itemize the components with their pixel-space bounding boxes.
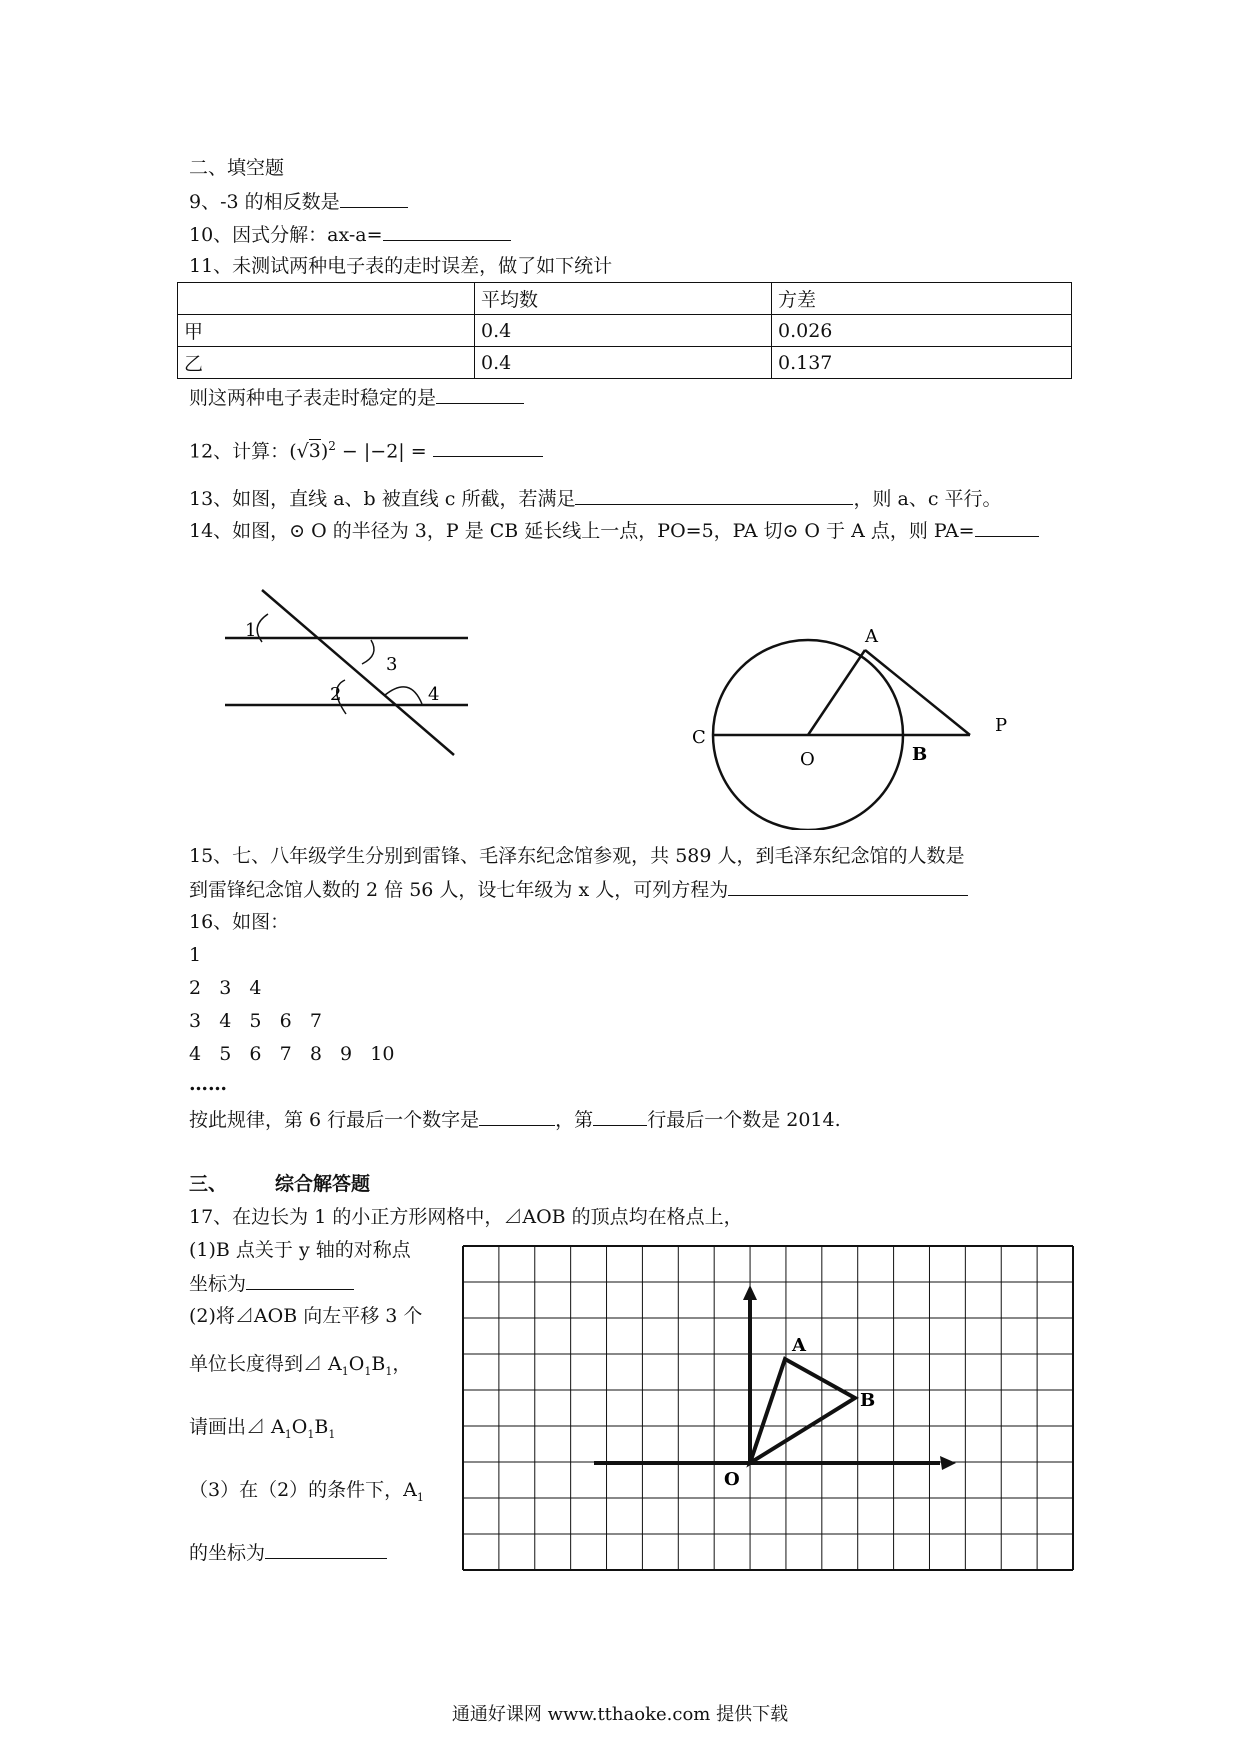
table-cell: 0.4 [475,347,772,379]
part-2b: 单位长度得到⊿ $A_1O_1B_1$， [189,1353,412,1378]
table-cell: 0.137 [772,347,1072,379]
angle-label-4: 4 [428,684,440,705]
question-16-tail: 按此规律，第 6 行最后一个数字是 ，第 行最后一个数是 2014. [189,1109,841,1131]
answer-blank[interactable] [383,222,511,241]
grid-label-o: O [724,1469,740,1490]
table-header-row [178,283,1072,315]
y-axis-arrow [743,1285,757,1300]
table-cell: 0.026 [772,315,1072,347]
parallel-lines-figure [210,580,490,760]
answer-blank[interactable] [436,385,524,404]
table-cell: 甲 [178,315,475,347]
table-row [178,315,1072,347]
question-15-line1: 15、七、八年级学生分别到雷锋、毛泽东纪念馆参观，共 589 人，到毛泽东纪念馆的人数是 [189,845,965,867]
part-2c: 请画出⊿ $A_1O_1B_1$ [189,1416,336,1441]
angle-label-3: 3 [386,654,398,675]
answer-blank[interactable] [340,189,408,208]
table-cell: 方差 [772,283,1072,315]
line-c [262,590,454,755]
section-heading: 二、填空题 [189,157,285,179]
angle-label-2: 2 [330,684,342,705]
question-12: 12、计算：$(√3)^2 - |-2|$ = [189,434,543,463]
question-11-tail: 则这两种电子表走时稳定的是 [189,385,524,410]
question-9: 9、-3 的相反数是 [189,189,408,214]
sqrt-symbol: √ [296,440,309,463]
answer-blank[interactable] [479,1107,555,1126]
table-cell: 0.4 [475,315,772,347]
question-16: 16、如图： [189,911,290,933]
question-11: 11、未测试两种电子表的走时误差，做了如下统计 [189,255,613,277]
grid-label-b: B [860,1390,876,1411]
section-heading-num: 三、 [189,1173,228,1195]
table-cell: 平均数 [475,283,772,315]
coordinate-grid[interactable] [462,1245,1074,1571]
answer-blank[interactable] [246,1271,354,1290]
part-3a: （3）在（2）的条件下，$A_1$ [189,1479,424,1504]
angle-label-1: 1 [245,620,257,641]
point-label-o: O [800,749,815,770]
tangent-pa [865,650,970,735]
point-label-a: A [865,626,878,647]
pattern-row: 4 5 6 7 8 9 10 [189,1043,395,1065]
pattern-row: 1 [189,944,202,966]
question-10: 10、因式分解：ax-a= [189,222,511,247]
answer-blank[interactable] [575,486,853,505]
section-heading: 综合解答题 [275,1173,371,1195]
answer-blank[interactable] [433,438,543,457]
table-row [178,347,1072,379]
table-cell: 乙 [178,347,475,379]
table-cell [178,283,475,315]
pattern-row: 2 3 4 [189,977,262,999]
question-15-line2: 到雷锋纪念馆人数的 2 倍 56 人，设七年级为 x 人，可列方程为 [189,877,968,902]
point-label-c: C [692,727,706,748]
question-17: 17、在边长为 1 的小正方形网格中，⊿AOB 的顶点均在格点上， [189,1206,743,1228]
answer-blank[interactable] [728,877,968,896]
grid-label-a: A [792,1335,806,1356]
answer-blank[interactable] [975,518,1039,537]
point-label-b: B [912,744,928,765]
part-1b: 坐标为 [189,1271,354,1296]
x-axis-arrow [940,1456,956,1470]
page-footer: 通通好课网 www.tthaoke.com 提供下载 [451,1704,789,1725]
answer-blank[interactable] [593,1107,647,1126]
circle-tangent-figure [680,620,1020,830]
triangle-aob [750,1359,855,1463]
angle-3-arc [362,640,374,664]
stats-table [177,282,1072,379]
part-2a: (2)将⊿AOB 向左平移 3 个 [189,1305,423,1327]
radius-oa [808,650,865,735]
part-3b: 的坐标为 [189,1540,387,1565]
pattern-ellipsis: …… [189,1073,227,1095]
pattern-row: 3 4 5 6 7 [189,1010,322,1032]
question-14: 14、如图，⊙ O 的半径为 3，P 是 CB 延长线上一点，PO=5，PA 切⊙ O 于 A 点，则 PA= [189,518,1039,543]
part-1a: (1)B 点关于 y 轴的对称点 [189,1239,411,1261]
answer-blank[interactable] [265,1540,387,1559]
point-label-p: P [995,715,1008,736]
question-13: 13、如图，直线 a、b 被直线 c 所截，若满足 ，则 a、c 平行。 [189,488,1002,510]
